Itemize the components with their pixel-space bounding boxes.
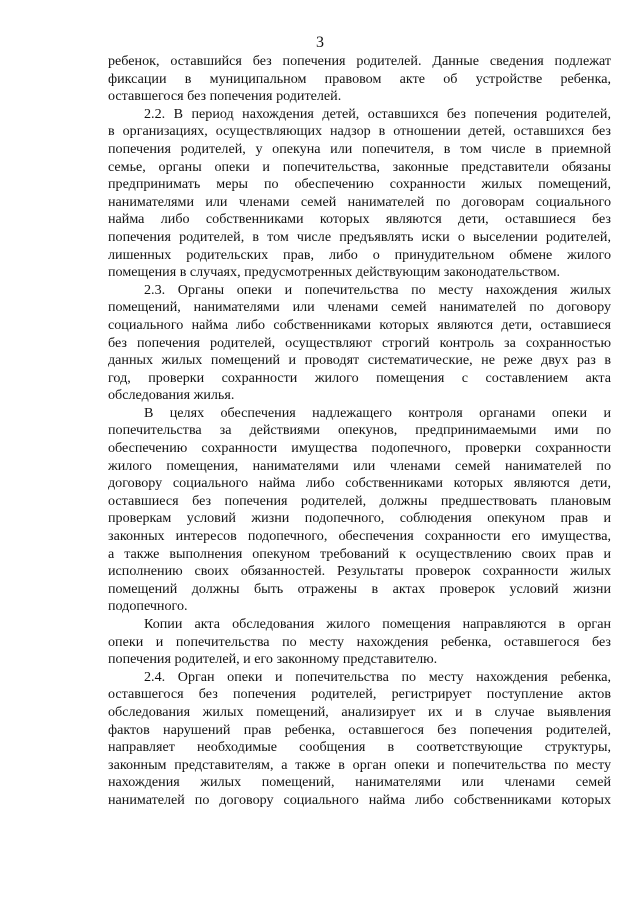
text-line: в организациях, осуществляющих надзор в отношении детей, оставшихся без <box>108 123 611 140</box>
text-line: найма либо собственниками которых являются дети, оставшиеся без <box>108 211 611 228</box>
text-line: законных интересов подопечного, обеспечения сохранности его имущества, <box>108 528 611 545</box>
text-line: оставшегося без попечения родителей. <box>108 88 342 105</box>
text-line: фиксации в муниципальном правовом акте об устройстве ребенка, <box>108 70 611 87</box>
text-line: помещений должны быть отражены в актах проверок условий жизни <box>108 580 611 597</box>
document-body <box>108 53 611 810</box>
text-line: помещения в случаях, предусмотренных действующим законодательством. <box>108 264 561 281</box>
text-line: жилого помещения, нанимателями или членами семей нанимателей по <box>108 457 611 474</box>
text-line: подопечного. <box>108 598 188 615</box>
text-line: год, проверки сохранности жилого помещения с составлением акта <box>108 369 611 386</box>
text-line: договору социального найма либо собственниками которых являются дети, <box>108 475 611 492</box>
text-line: попечения родителей, в том числе предъявлять иски о выселении родителей, <box>108 228 611 245</box>
text-line: данных жилых помещений и проводят систематические, не реже двух раз в <box>108 352 611 369</box>
text-line: В целях обеспечения надлежащего контроля органами опеки и <box>144 404 611 421</box>
text-line: обследования жилья. <box>108 387 235 404</box>
text-line: обеспечению сохранности имущества подопечного, проверки сохранности <box>108 440 611 457</box>
text-line: исполнению своих обязанностей. Результаты проверок сохранности жилых <box>108 563 611 580</box>
text-line: без попечения родителей, осуществляют строгий контроль за сохранностью <box>108 334 611 351</box>
text-line: 2.3. Органы опеки и попечительства по месту нахождения жилых <box>144 281 611 298</box>
text-line: опеки и попечительства по месту нахождения ребенка, оставшегося без <box>108 633 611 650</box>
text-line: направляет необходимые сообщения в соответствующие структуры, <box>108 739 611 756</box>
text-line: попечения родителей, и его законному представителю. <box>108 651 438 668</box>
text-line: попечительства за действиями опекунов, предпринимаемыми ими по <box>108 422 611 439</box>
text-line: помещений, нанимателями или членами семей нанимателей по договору <box>108 299 611 316</box>
text-line: семье, органы опеки и попечительства, законные представители обязаны <box>108 158 611 175</box>
text-line: фактов нарушений прав ребенка, оставшегося без попечения родителей, <box>108 721 611 738</box>
text-line: нахождения жилых помещений, нанимателями или членами семей <box>108 774 611 791</box>
text-line: оставшегося без попечения родителей, регистрирует поступление актов <box>108 686 611 703</box>
text-line: ребенок, оставшийся без попечения родителей. Данные сведения подлежат <box>108 53 611 69</box>
text-line: попечения родителей, у опекуна или попечителя, в том числе в приемной <box>108 140 611 157</box>
text-line: предпринимать меры по обеспечению сохранности жилых помещений, <box>108 176 611 193</box>
text-line: социального найма либо собственниками которых являются дети, оставшиеся <box>108 316 611 333</box>
text-line: 2.4. Орган опеки и попечительства по месту нахождения ребенка, <box>144 668 611 685</box>
text-line: лишенных родительских прав, либо о принудительном обмене жилого <box>108 246 611 263</box>
text-line: а также выполнения опекуном требований к осуществлению своих прав и <box>108 545 611 562</box>
page-number: 3 <box>316 34 324 51</box>
text-line: оставшиеся без попечения родителей, должны предшествовать плановым <box>108 492 611 509</box>
text-line: обследования жилых помещений, анализирует их и в случае выявления <box>108 703 611 720</box>
text-line: проверкам условий жизни подопечного, соблюдения опекуном прав и <box>108 510 611 527</box>
text-line: нанимателями или членами семей нанимателей по договорам социального <box>108 193 611 210</box>
text-line: 2.2. В период нахождения детей, оставшихся без попечения родителей, <box>144 105 611 122</box>
text-line: нанимателей по договору социального найма либо собственниками которых <box>108 791 611 808</box>
text-line: законным представителям, а также в орган опеки и попечительства по месту <box>108 756 611 773</box>
text-line: Копии акта обследования жилого помещения направляются в орган <box>144 616 611 632</box>
